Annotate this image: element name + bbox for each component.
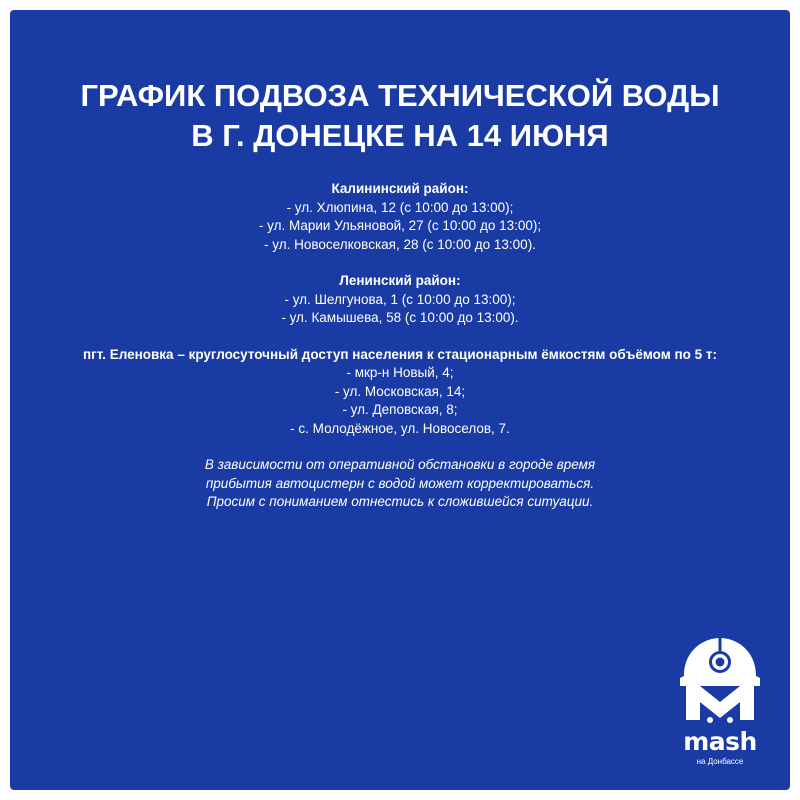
- mash-logo: [670, 632, 770, 772]
- poster-card: [10, 10, 790, 790]
- list-item: - ул. Хлюпина, 12 (с 10:00 до 13:00);: [286, 199, 514, 215]
- logo-subtitle: на Донбассе: [696, 757, 744, 766]
- logo-wordmark: mash: [683, 727, 757, 756]
- section-heading: Калининский район:: [331, 181, 469, 196]
- title-line-1: ГРАФИК ПОДВОЗА ТЕХНИЧЕСКОЙ ВОДЫ: [80, 78, 720, 113]
- list-item: - ул. Деповская, 8;: [342, 402, 458, 417]
- note-line: Просим с пониманием отнестись к сложившейся ситуации.: [206, 494, 594, 509]
- list-item: - ул. Марии Ульяновой, 27 (с 10:00 до 13:00);: [258, 218, 542, 233]
- list-item: - ул. Камышева, 58 (с 10:00 до 13:00).: [281, 310, 519, 325]
- miner-helmet-m-icon: [670, 632, 770, 727]
- title-line-2: В Г. ДОНЕЦКЕ НА 14 ИЮНЯ: [191, 118, 609, 153]
- section-leninsky: [10, 272, 790, 328]
- list-item: - ул. Шелгунова, 1 (с 10:00 до 13:00);: [284, 291, 516, 307]
- note-line: В зависимости от оперативной обстановки в городе время: [204, 457, 596, 472]
- schedule-content: [10, 180, 790, 512]
- section-kalininsky: [10, 180, 790, 254]
- list-item: - с. Молодёжное, ул. Новоселов, 7.: [290, 420, 510, 436]
- list-item: - мкр-н Новый, 4;: [346, 365, 454, 380]
- note-line: прибытия автоцистерн с водой может корректироваться.: [205, 475, 595, 491]
- list-item: - ул. Московская, 14;: [334, 383, 466, 399]
- section-heading: Ленинский район:: [339, 273, 461, 288]
- section-heading: пгт. Еленовка – круглосуточный доступ населения к стационарным ёмкостям объёмом по 5 т:: [82, 346, 717, 362]
- section-elenovka: [10, 346, 790, 439]
- disclaimer-note: [10, 456, 790, 512]
- page-title: [10, 76, 790, 156]
- list-item: - ул. Новоселковская, 28 (с 10:00 до 13:00).: [264, 236, 536, 252]
